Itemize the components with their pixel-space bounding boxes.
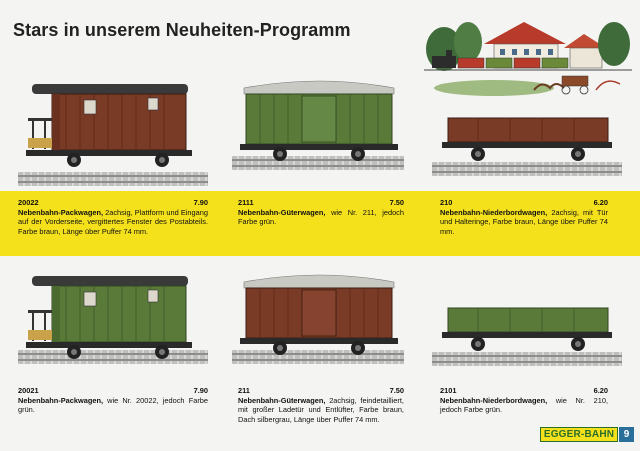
- product-number: 20021: [18, 386, 39, 395]
- product-number: 211: [238, 386, 250, 395]
- product-caption-2101: [440, 386, 608, 415]
- product-name: Nebenbahn-Niederbordwagen,: [440, 395, 548, 405]
- product-name: Nebenbahn-Güterwagen,: [238, 207, 326, 217]
- product-name: Nebenbahn-Packwagen,: [18, 395, 104, 405]
- product-caption-211: [238, 386, 404, 424]
- product-number: 2111: [238, 198, 254, 207]
- product-description: 2achsig, Plattform und Eingang auf der Vorderseite, vergittertes Fenster des Postabteils. Farbe braun, Länge über Puffer 74 mm.: [18, 207, 208, 236]
- product-price: 7.50: [389, 198, 404, 207]
- product-price: 7.90: [193, 198, 208, 207]
- product-caption-20021: [18, 386, 208, 415]
- product-caption-210: [440, 198, 608, 236]
- village-train-illustration: [424, 4, 632, 100]
- page-title: Stars in unserem Neuheiten-Programm: [13, 20, 351, 40]
- product-price: 7.90: [193, 386, 208, 395]
- page-number: 9: [619, 427, 634, 442]
- product-number: 210: [440, 198, 453, 207]
- wagon-20021-image: [26, 272, 192, 364]
- product-description: wie Nr. 210, jedoch Farbe grün.: [440, 395, 608, 415]
- product-price: 6.20: [593, 386, 608, 395]
- egger-bahn-logo: EGGER-BAHN: [540, 427, 618, 442]
- wagon-2111-image: [236, 74, 402, 166]
- product-number: 2101: [440, 386, 457, 395]
- product-caption-2111: [238, 198, 404, 227]
- product-description: 2achsig, mit Tür und Halteringe, Farbe braun, Länge über Puffer 74 mm.: [440, 207, 608, 236]
- product-price: 7.50: [389, 386, 404, 395]
- wagon-2101-image: [438, 302, 614, 358]
- product-description: 2achsig, feindetailliert, mit großer Ladetür und Entlüfter, Farbe braun, Dach silbergrau, Länge über Puffer 74 mm.: [238, 395, 404, 424]
- product-name: Nebenbahn-Niederbordwagen,: [440, 207, 548, 217]
- product-caption-20022: [18, 198, 208, 236]
- wagon-20022-image: [26, 80, 192, 172]
- product-description: wie Nr. 211, jedoch Farbe grün.: [238, 207, 404, 227]
- product-name: Nebenbahn-Güterwagen,: [238, 395, 326, 405]
- product-description: wie Nr. 20022, jedoch Farbe grün.: [18, 395, 208, 415]
- track: [18, 172, 208, 186]
- product-price: 6.20: [593, 198, 608, 207]
- product-name: Nebenbahn-Packwagen,: [18, 207, 104, 217]
- product-number: 20022: [18, 198, 39, 207]
- wagon-210-image: [438, 112, 614, 168]
- wagon-211-image: [236, 268, 402, 360]
